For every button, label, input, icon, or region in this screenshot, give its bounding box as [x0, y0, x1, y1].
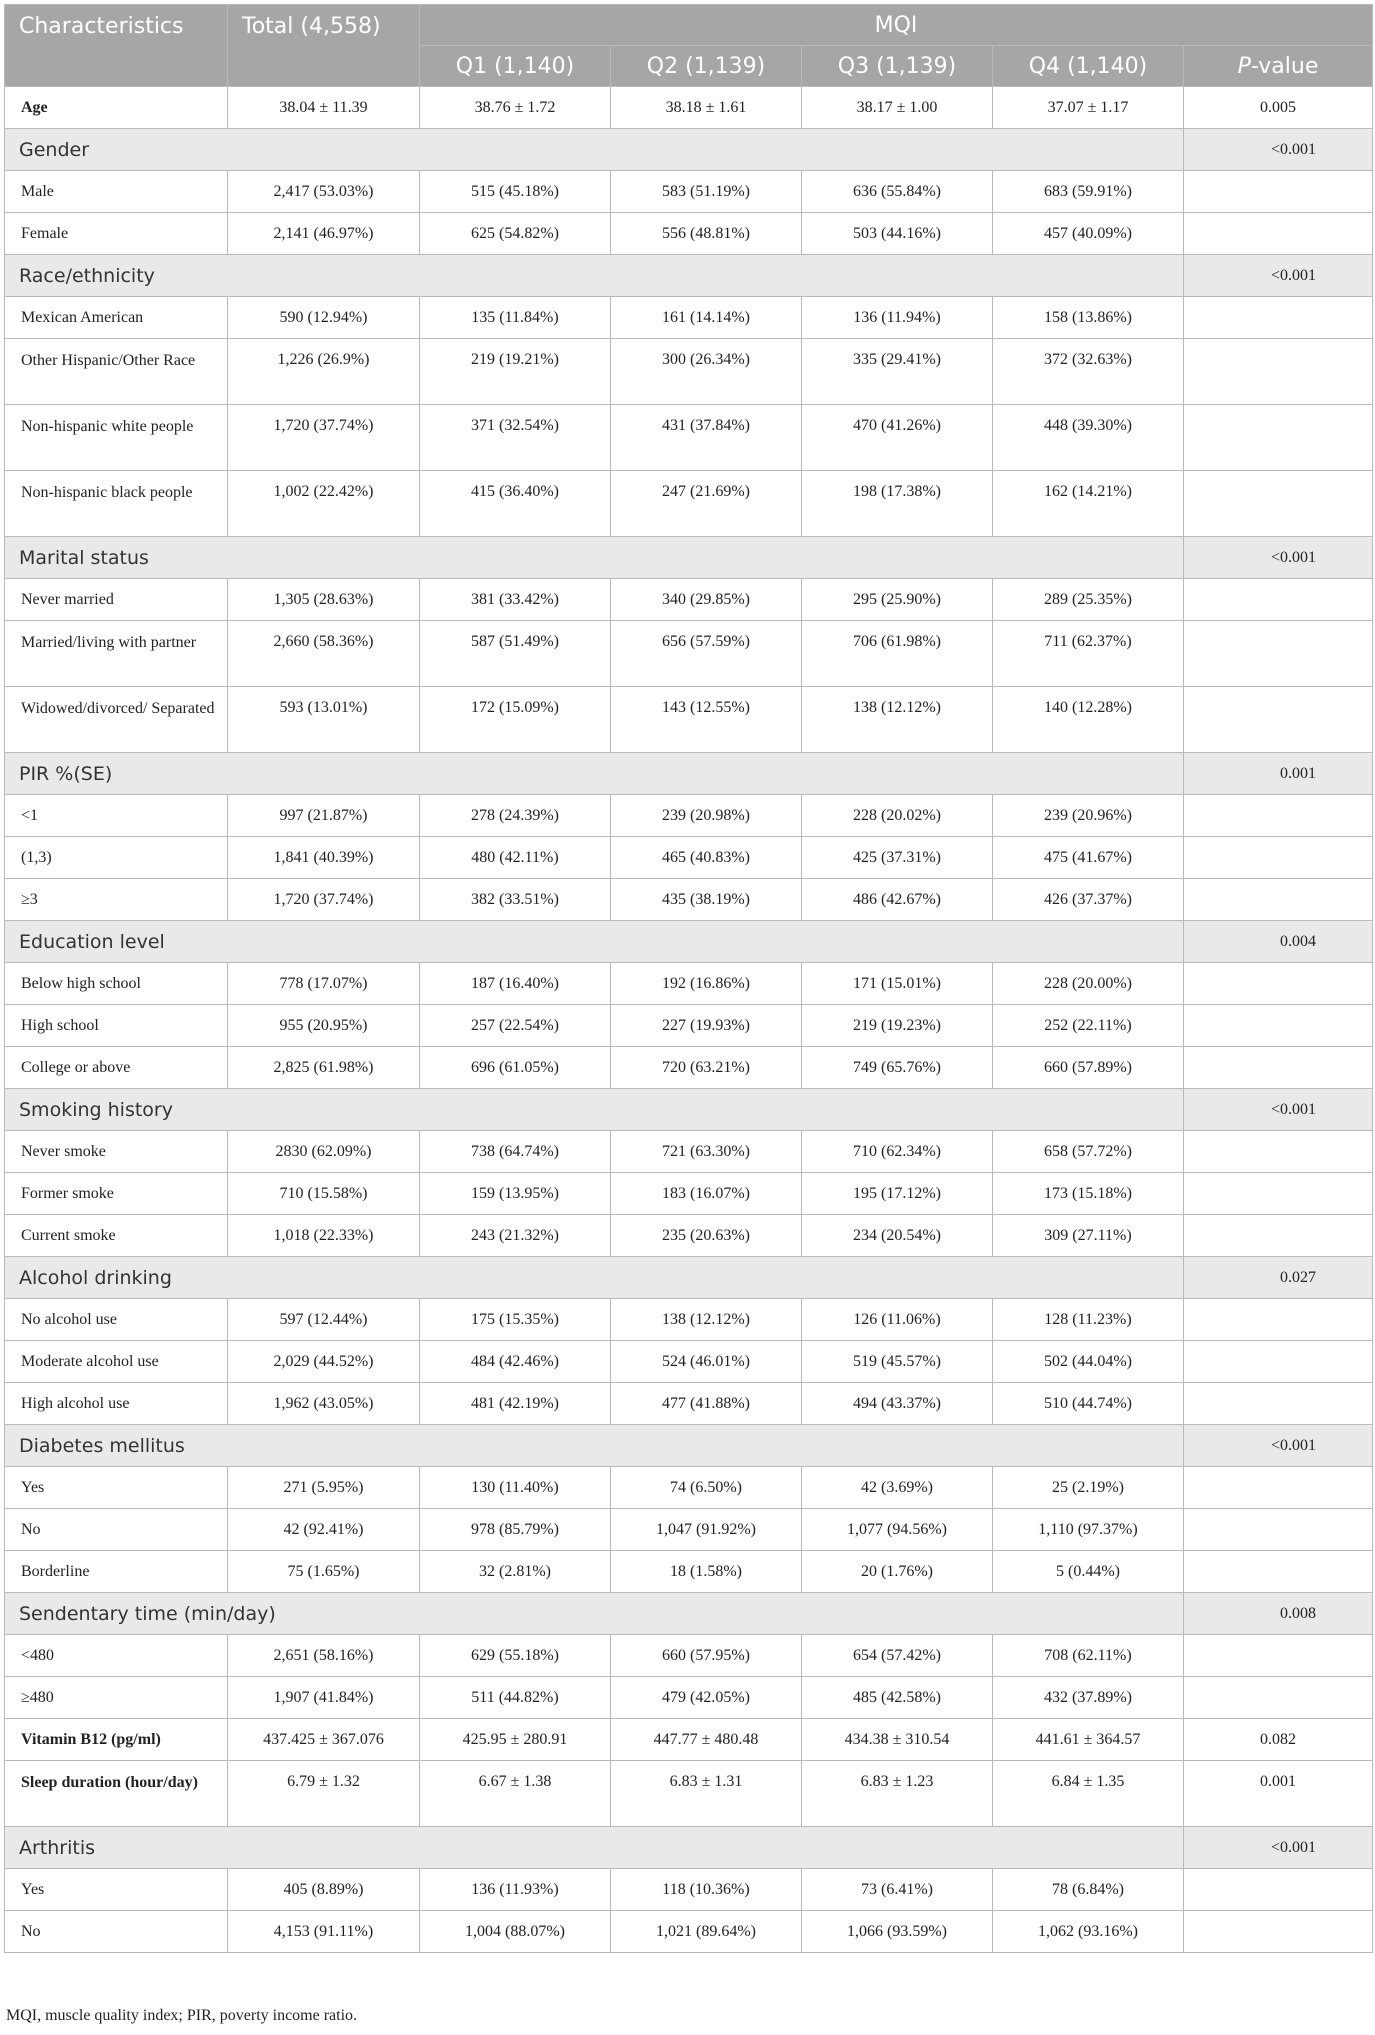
value-cell: 162 (14.21%) [993, 471, 1184, 537]
row-label: <1 [5, 795, 228, 837]
value-cell: 239 (20.96%) [993, 795, 1184, 837]
table-row [5, 405, 1373, 471]
row-label: Borderline [5, 1551, 228, 1593]
row-label: High alcohol use [5, 1383, 228, 1425]
value-cell: 300 (26.34%) [611, 339, 802, 405]
row-label: Non-hispanic white people [5, 405, 228, 471]
value-cell: 159 (13.95%) [420, 1173, 611, 1215]
empty-p-cell [1184, 1677, 1373, 1719]
group-p-value: <0.001 [1184, 129, 1373, 171]
row-label: Never married [5, 579, 228, 621]
row-label: Mexican American [5, 297, 228, 339]
empty-p-cell [1184, 837, 1373, 879]
value-cell: 475 (41.67%) [993, 837, 1184, 879]
value-cell: 25 (2.19%) [993, 1467, 1184, 1509]
value-cell: 1,062 (93.16%) [993, 1911, 1184, 1953]
value-cell: 371 (32.54%) [420, 405, 611, 471]
header-pvalue-rest: -value [1250, 53, 1319, 79]
row-label: Yes [5, 1467, 228, 1509]
value-cell: 38.04 ± 11.39 [228, 87, 420, 129]
row-label: Widowed/divorced/ Separated [5, 687, 228, 753]
group-p-value: 0.001 [1184, 753, 1373, 795]
value-cell: 6.67 ± 1.38 [420, 1761, 611, 1827]
value-cell: 636 (55.84%) [802, 171, 993, 213]
p-value-cell: 0.005 [1184, 87, 1373, 129]
value-cell: 219 (19.23%) [802, 1005, 993, 1047]
group-row-pir-se [5, 753, 1373, 795]
row-label: Moderate alcohol use [5, 1341, 228, 1383]
table-footnote: MQI, muscle quality index; PIR, poverty income ratio. [6, 2007, 358, 2024]
value-cell: 481 (42.19%) [420, 1383, 611, 1425]
table-row [5, 1047, 1373, 1089]
value-cell: 195 (17.12%) [802, 1173, 993, 1215]
value-cell: 1,907 (41.84%) [228, 1677, 420, 1719]
group-label: Sendentary time (min/day) [5, 1593, 1184, 1635]
value-cell: 465 (40.83%) [611, 837, 802, 879]
header-mqi: MQI [420, 5, 1373, 46]
value-cell: 479 (42.05%) [611, 1677, 802, 1719]
value-cell: 1,226 (26.9%) [228, 339, 420, 405]
value-cell: 1,110 (97.37%) [993, 1509, 1184, 1551]
table-row [5, 1005, 1373, 1047]
value-cell: 590 (12.94%) [228, 297, 420, 339]
row-label: Vitamin B12 (pg/ml) [5, 1719, 228, 1761]
value-cell: 425 (37.31%) [802, 837, 993, 879]
value-cell: 503 (44.16%) [802, 213, 993, 255]
group-p-value: <0.001 [1184, 1425, 1373, 1467]
value-cell: 708 (62.11%) [993, 1635, 1184, 1677]
row-label: ≥3 [5, 879, 228, 921]
value-cell: 485 (42.58%) [802, 1677, 993, 1719]
value-cell: 625 (54.82%) [420, 213, 611, 255]
value-cell: 978 (85.79%) [420, 1509, 611, 1551]
empty-p-cell [1184, 297, 1373, 339]
value-cell: 511 (44.82%) [420, 1677, 611, 1719]
value-cell: 997 (21.87%) [228, 795, 420, 837]
value-cell: 405 (8.89%) [228, 1869, 420, 1911]
value-cell: 470 (41.26%) [802, 405, 993, 471]
value-cell: 515 (45.18%) [420, 171, 611, 213]
table-row [5, 1467, 1373, 1509]
empty-p-cell [1184, 1173, 1373, 1215]
value-cell: 257 (22.54%) [420, 1005, 611, 1047]
row-label: Yes [5, 1869, 228, 1911]
table-row [5, 579, 1373, 621]
row-label: Male [5, 171, 228, 213]
value-cell: 435 (38.19%) [611, 879, 802, 921]
row-label: Female [5, 213, 228, 255]
value-cell: 161 (14.14%) [611, 297, 802, 339]
empty-p-cell [1184, 1635, 1373, 1677]
table-row [5, 297, 1373, 339]
value-cell: 706 (61.98%) [802, 621, 993, 687]
header-q4: Q4 (1,140) [993, 46, 1184, 87]
value-cell: 425.95 ± 280.91 [420, 1719, 611, 1761]
value-cell: 172 (15.09%) [420, 687, 611, 753]
value-cell: 710 (15.58%) [228, 1173, 420, 1215]
row-label: Other Hispanic/Other Race [5, 339, 228, 405]
value-cell: 1,018 (22.33%) [228, 1215, 420, 1257]
value-cell: 696 (61.05%) [420, 1047, 611, 1089]
empty-p-cell [1184, 1383, 1373, 1425]
empty-p-cell [1184, 687, 1373, 753]
value-cell: 247 (21.69%) [611, 471, 802, 537]
empty-p-cell [1184, 339, 1373, 405]
value-cell: 136 (11.93%) [420, 1869, 611, 1911]
value-cell: 192 (16.86%) [611, 963, 802, 1005]
group-row-alcohol-drinking [5, 1257, 1373, 1299]
table-row [5, 1677, 1373, 1719]
value-cell: 426 (37.37%) [993, 879, 1184, 921]
value-cell: 710 (62.34%) [802, 1131, 993, 1173]
value-cell: 502 (44.04%) [993, 1341, 1184, 1383]
table-row [5, 1869, 1373, 1911]
value-cell: 431 (37.84%) [611, 405, 802, 471]
value-cell: 415 (36.40%) [420, 471, 611, 537]
value-cell: 75 (1.65%) [228, 1551, 420, 1593]
group-row-sendentary-time-min-day [5, 1593, 1373, 1635]
value-cell: 37.07 ± 1.17 [993, 87, 1184, 129]
value-cell: 18 (1.58%) [611, 1551, 802, 1593]
empty-p-cell [1184, 1005, 1373, 1047]
group-label: Gender [5, 129, 1184, 171]
table-row-vitamin [5, 1719, 1373, 1761]
row-label: High school [5, 1005, 228, 1047]
value-cell: 1,002 (22.42%) [228, 471, 420, 537]
value-cell: 183 (16.07%) [611, 1173, 802, 1215]
value-cell: 447.77 ± 480.48 [611, 1719, 802, 1761]
group-row-diabetes-mellitus [5, 1425, 1373, 1467]
value-cell: 597 (12.44%) [228, 1299, 420, 1341]
value-cell: 228 (20.02%) [802, 795, 993, 837]
table-row [5, 1341, 1373, 1383]
value-cell: 235 (20.63%) [611, 1215, 802, 1257]
value-cell: 711 (62.37%) [993, 621, 1184, 687]
value-cell: 171 (15.01%) [802, 963, 993, 1005]
value-cell: 4,153 (91.11%) [228, 1911, 420, 1953]
group-p-value: <0.001 [1184, 255, 1373, 297]
table-row [5, 1299, 1373, 1341]
group-row-gender [5, 129, 1373, 171]
row-label: Non-hispanic black people [5, 471, 228, 537]
value-cell: 494 (43.37%) [802, 1383, 993, 1425]
value-cell: 593 (13.01%) [228, 687, 420, 753]
value-cell: 289 (25.35%) [993, 579, 1184, 621]
value-cell: 720 (63.21%) [611, 1047, 802, 1089]
empty-p-cell [1184, 471, 1373, 537]
group-label: Marital status [5, 537, 1184, 579]
value-cell: 448 (39.30%) [993, 405, 1184, 471]
value-cell: 441.61 ± 364.57 [993, 1719, 1184, 1761]
table-row [5, 879, 1373, 921]
p-value-cell: 0.082 [1184, 1719, 1373, 1761]
table-row [5, 621, 1373, 687]
group-label: Race/ethnicity [5, 255, 1184, 297]
value-cell: 2,651 (58.16%) [228, 1635, 420, 1677]
empty-p-cell [1184, 1911, 1373, 1953]
group-label: Diabetes mellitus [5, 1425, 1184, 1467]
value-cell: 252 (22.11%) [993, 1005, 1184, 1047]
header-total: Total (4,558) [228, 5, 420, 87]
value-cell: 519 (45.57%) [802, 1341, 993, 1383]
value-cell: 660 (57.95%) [611, 1635, 802, 1677]
value-cell: 198 (17.38%) [802, 471, 993, 537]
header-q1: Q1 (1,140) [420, 46, 611, 87]
value-cell: 381 (33.42%) [420, 579, 611, 621]
table-body [5, 87, 1373, 1953]
header-pvalue [1184, 46, 1373, 87]
row-label: Former smoke [5, 1173, 228, 1215]
empty-p-cell [1184, 1299, 1373, 1341]
group-p-value: 0.004 [1184, 921, 1373, 963]
value-cell: 556 (48.81%) [611, 213, 802, 255]
table-row [5, 471, 1373, 537]
value-cell: 6.83 ± 1.23 [802, 1761, 993, 1827]
value-cell: 20 (1.76%) [802, 1551, 993, 1593]
table-row [5, 1635, 1373, 1677]
value-cell: 382 (33.51%) [420, 879, 611, 921]
value-cell: 2,029 (44.52%) [228, 1341, 420, 1383]
table-row [5, 687, 1373, 753]
value-cell: 1,962 (43.05%) [228, 1383, 420, 1425]
group-row-education-level [5, 921, 1373, 963]
value-cell: 42 (92.41%) [228, 1509, 420, 1551]
value-cell: 778 (17.07%) [228, 963, 420, 1005]
value-cell: 239 (20.98%) [611, 795, 802, 837]
empty-p-cell [1184, 1509, 1373, 1551]
value-cell: 38.18 ± 1.61 [611, 87, 802, 129]
value-cell: 42 (3.69%) [802, 1467, 993, 1509]
table-row [5, 1509, 1373, 1551]
value-cell: 175 (15.35%) [420, 1299, 611, 1341]
table-row-sleep [5, 1761, 1373, 1827]
group-label: Alcohol drinking [5, 1257, 1184, 1299]
group-row-race-ethnicity [5, 255, 1373, 297]
value-cell: 432 (37.89%) [993, 1677, 1184, 1719]
row-label: Age [5, 87, 228, 129]
value-cell: 138 (12.12%) [611, 1299, 802, 1341]
table-row [5, 963, 1373, 1005]
table-row [5, 795, 1373, 837]
value-cell: 629 (55.18%) [420, 1635, 611, 1677]
group-label: PIR %(SE) [5, 753, 1184, 795]
value-cell: 583 (51.19%) [611, 171, 802, 213]
row-label: Current smoke [5, 1215, 228, 1257]
value-cell: 243 (21.32%) [420, 1215, 611, 1257]
table-row [5, 213, 1373, 255]
value-cell: 1,047 (91.92%) [611, 1509, 802, 1551]
group-p-value: <0.001 [1184, 1827, 1373, 1869]
table-row-age [5, 87, 1373, 129]
value-cell: 457 (40.09%) [993, 213, 1184, 255]
value-cell: 2,660 (58.36%) [228, 621, 420, 687]
empty-p-cell [1184, 1341, 1373, 1383]
table-container [4, 4, 1372, 1953]
table-row [5, 837, 1373, 879]
group-p-value: <0.001 [1184, 1089, 1373, 1131]
value-cell: 656 (57.59%) [611, 621, 802, 687]
empty-p-cell [1184, 795, 1373, 837]
row-label: No alcohol use [5, 1299, 228, 1341]
value-cell: 309 (27.11%) [993, 1215, 1184, 1257]
table-row [5, 1215, 1373, 1257]
value-cell: 1,066 (93.59%) [802, 1911, 993, 1953]
value-cell: 158 (13.86%) [993, 297, 1184, 339]
row-label: Below high school [5, 963, 228, 1005]
value-cell: 140 (12.28%) [993, 687, 1184, 753]
value-cell: 654 (57.42%) [802, 1635, 993, 1677]
row-label: Married/living with partner [5, 621, 228, 687]
value-cell: 2,825 (61.98%) [228, 1047, 420, 1089]
value-cell: 749 (65.76%) [802, 1047, 993, 1089]
group-label: Education level [5, 921, 1184, 963]
group-p-value: 0.008 [1184, 1593, 1373, 1635]
value-cell: 278 (24.39%) [420, 795, 611, 837]
value-cell: 434.38 ± 310.54 [802, 1719, 993, 1761]
value-cell: 227 (19.93%) [611, 1005, 802, 1047]
table-row [5, 1911, 1373, 1953]
value-cell: 1,720 (37.74%) [228, 879, 420, 921]
value-cell: 477 (41.88%) [611, 1383, 802, 1425]
value-cell: 587 (51.49%) [420, 621, 611, 687]
value-cell: 1,077 (94.56%) [802, 1509, 993, 1551]
group-row-marital-status [5, 537, 1373, 579]
empty-p-cell [1184, 1467, 1373, 1509]
empty-p-cell [1184, 1215, 1373, 1257]
row-label: No [5, 1911, 228, 1953]
value-cell: 955 (20.95%) [228, 1005, 420, 1047]
value-cell: 6.83 ± 1.31 [611, 1761, 802, 1827]
value-cell: 660 (57.89%) [993, 1047, 1184, 1089]
empty-p-cell [1184, 171, 1373, 213]
value-cell: 1,004 (88.07%) [420, 1911, 611, 1953]
value-cell: 38.76 ± 1.72 [420, 87, 611, 129]
value-cell: 271 (5.95%) [228, 1467, 420, 1509]
value-cell: 510 (44.74%) [993, 1383, 1184, 1425]
empty-p-cell [1184, 579, 1373, 621]
row-label: No [5, 1509, 228, 1551]
value-cell: 524 (46.01%) [611, 1341, 802, 1383]
value-cell: 5 (0.44%) [993, 1551, 1184, 1593]
row-label: Never smoke [5, 1131, 228, 1173]
value-cell: 2,417 (53.03%) [228, 171, 420, 213]
value-cell: 658 (57.72%) [993, 1131, 1184, 1173]
empty-p-cell [1184, 1551, 1373, 1593]
table-row [5, 339, 1373, 405]
empty-p-cell [1184, 1047, 1373, 1089]
value-cell: 118 (10.36%) [611, 1869, 802, 1911]
table-header [5, 5, 1373, 87]
value-cell: 437.425 ± 367.076 [228, 1719, 420, 1761]
empty-p-cell [1184, 1131, 1373, 1173]
value-cell: 372 (32.63%) [993, 339, 1184, 405]
value-cell: 2,141 (46.97%) [228, 213, 420, 255]
value-cell: 1,305 (28.63%) [228, 579, 420, 621]
value-cell: 74 (6.50%) [611, 1467, 802, 1509]
value-cell: 340 (29.85%) [611, 579, 802, 621]
value-cell: 32 (2.81%) [420, 1551, 611, 1593]
value-cell: 738 (64.74%) [420, 1131, 611, 1173]
value-cell: 335 (29.41%) [802, 339, 993, 405]
value-cell: 484 (42.46%) [420, 1341, 611, 1383]
table-row [5, 1173, 1373, 1215]
row-label: College or above [5, 1047, 228, 1089]
value-cell: 219 (19.21%) [420, 339, 611, 405]
value-cell: 38.17 ± 1.00 [802, 87, 993, 129]
table-row [5, 1383, 1373, 1425]
value-cell: 73 (6.41%) [802, 1869, 993, 1911]
value-cell: 295 (25.90%) [802, 579, 993, 621]
value-cell: 683 (59.91%) [993, 171, 1184, 213]
value-cell: 6.84 ± 1.35 [993, 1761, 1184, 1827]
empty-p-cell [1184, 879, 1373, 921]
value-cell: 228 (20.00%) [993, 963, 1184, 1005]
value-cell: 136 (11.94%) [802, 297, 993, 339]
group-p-value: 0.027 [1184, 1257, 1373, 1299]
value-cell: 173 (15.18%) [993, 1173, 1184, 1215]
header-characteristics: Characteristics [5, 5, 228, 87]
value-cell: 130 (11.40%) [420, 1467, 611, 1509]
row-label: <480 [5, 1635, 228, 1677]
row-label: (1,3) [5, 837, 228, 879]
value-cell: 126 (11.06%) [802, 1299, 993, 1341]
baseline-characteristics-table [4, 4, 1373, 1953]
value-cell: 234 (20.54%) [802, 1215, 993, 1257]
table-row [5, 1551, 1373, 1593]
row-label: Sleep duration (hour/day) [5, 1761, 228, 1827]
group-row-smoking-history [5, 1089, 1373, 1131]
value-cell: 480 (42.11%) [420, 837, 611, 879]
empty-p-cell [1184, 405, 1373, 471]
p-value-cell: 0.001 [1184, 1761, 1373, 1827]
value-cell: 1,021 (89.64%) [611, 1911, 802, 1953]
row-label: ≥480 [5, 1677, 228, 1719]
empty-p-cell [1184, 963, 1373, 1005]
empty-p-cell [1184, 621, 1373, 687]
value-cell: 78 (6.84%) [993, 1869, 1184, 1911]
value-cell: 187 (16.40%) [420, 963, 611, 1005]
value-cell: 128 (11.23%) [993, 1299, 1184, 1341]
group-label: Smoking history [5, 1089, 1184, 1131]
value-cell: 721 (63.30%) [611, 1131, 802, 1173]
header-q2: Q2 (1,139) [611, 46, 802, 87]
value-cell: 486 (42.67%) [802, 879, 993, 921]
value-cell: 138 (12.12%) [802, 687, 993, 753]
value-cell: 1,720 (37.74%) [228, 405, 420, 471]
group-label: Arthritis [5, 1827, 1184, 1869]
group-row-arthritis [5, 1827, 1373, 1869]
value-cell: 6.79 ± 1.32 [228, 1761, 420, 1827]
header-pvalue-p: P [1237, 53, 1251, 79]
table-row [5, 1131, 1373, 1173]
header-q3: Q3 (1,139) [802, 46, 993, 87]
table-row [5, 171, 1373, 213]
empty-p-cell [1184, 1869, 1373, 1911]
empty-p-cell [1184, 213, 1373, 255]
value-cell: 2830 (62.09%) [228, 1131, 420, 1173]
value-cell: 135 (11.84%) [420, 297, 611, 339]
group-p-value: <0.001 [1184, 537, 1373, 579]
value-cell: 143 (12.55%) [611, 687, 802, 753]
value-cell: 1,841 (40.39%) [228, 837, 420, 879]
